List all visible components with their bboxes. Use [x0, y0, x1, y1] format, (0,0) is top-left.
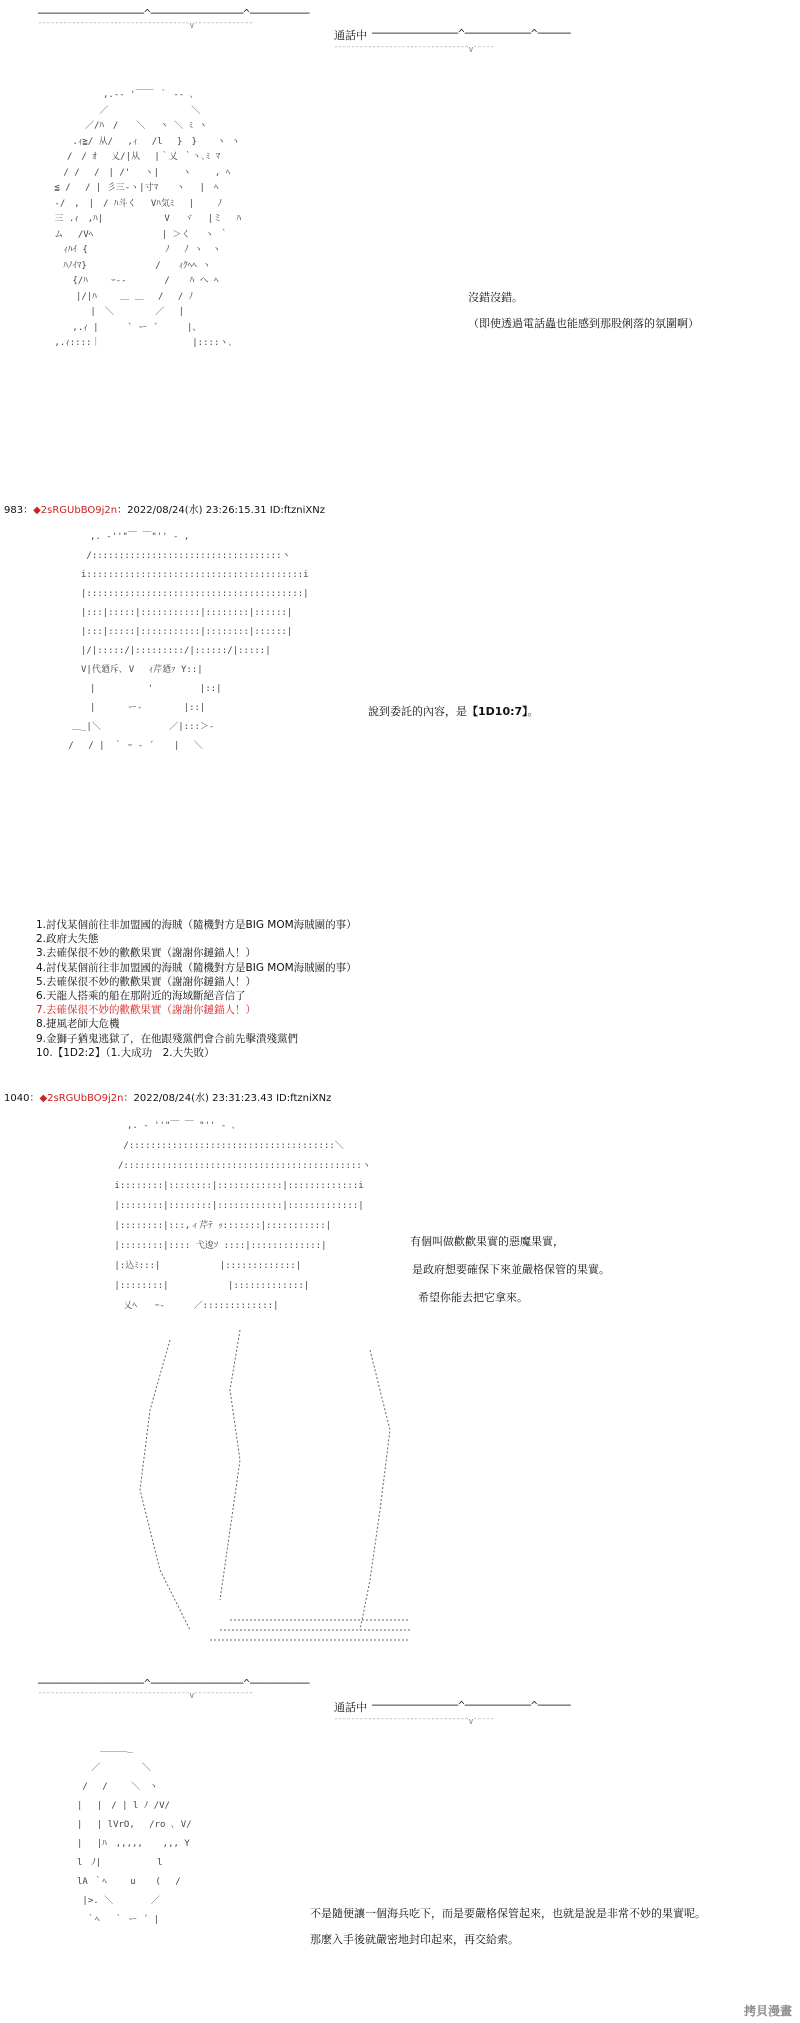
phone-banner-top-line: ────────────────^──────────────^─────────: [38, 1677, 310, 1690]
dialog-line: 希望你能去把它拿來。: [418, 1291, 528, 1304]
dialog-roll-line: [368, 704, 539, 720]
ascii-art-figure-3: ,. ‐ ''"￣ ￣ "'' ‐ ､ /::::::::::::::::::::::::::::::::::::::＼ /::::::::::::::::::::::::::::::::::::::::::::ヽ i::::::::|::::::::|::::::::::::|:::::::::::::i |::::::::|::::::::|::::::::::::|:::::::::::::| |::::::::|:::,ィ芹ﾃ ｯ:::::::|:::::::::::| |::::::::|:::: 弋逡ｿ ::::|:::::::::::::| |:込ﾐ:::| |:::::::::::::| |::::::::| |:::::::::::::| 乂ﾍ ｰ‐ ／:::::::::::::|: [114, 1121, 371, 1311]
phone-banner-right-line: ─────────────^──────────^─────: [372, 1699, 571, 1712]
list-item-selected: 7.去確保很不妙的歡歡果實（謝謝你鏈錨人！）: [36, 1004, 257, 1017]
ascii-art-figure-4: ＿＿＿_ ／ ＼ / / ＼ ヽ | | / | l ﾉ /V/ | | lVrO, /ro ､ V/ | |ﾊ ,,,,, ,,, Y l ﾉ| l lA ｀ﾍ u ( / |>. ＼ ／ ｀ﾍ ｀ ー ´ |: [77, 1744, 192, 1925]
list-item: 3.去確保很不妙的歡歡果實（謝謝你鏈錨人！）: [36, 947, 257, 960]
phone-banner-top-line: ────────────────^──────────────^─────────: [38, 7, 310, 20]
list-item: 5.去確保很不妙的歡歡果實（謝謝你鏈錨人！）: [36, 975, 257, 988]
post-header: [4, 504, 325, 518]
dialog-suffix: 。: [527, 705, 539, 718]
post-header: [4, 1092, 331, 1106]
list-item: 1.討伐某個前往非加盟國的海賊（隨機對方是BIG MOM海賊團的事）: [36, 919, 357, 931]
post-uid: ID:ftzniXNz: [269, 505, 325, 516]
list-item: 6.天龍人搭乘的船在那附近的海域斷絕音信了: [36, 990, 246, 1003]
phone-banner-right-tick: ¨¨¨¨¨¨¨¨¨¨¨¨¨¨¨¨¨¨¨¨¨¨¨¨¨¨¨¨¨¨¨¨V¨¨¨¨¨: [334, 46, 495, 54]
list-item: 2.政府大失態: [36, 933, 99, 946]
post-trip[interactable]: ◆2sRGUbBO9j2n: [39, 1093, 124, 1104]
options-list: [36, 918, 357, 1060]
post-date: ：2022/08/24(水) 23:31:23.43: [123, 1093, 273, 1104]
list-item: 8.捷風老師大危機: [36, 1018, 120, 1031]
post-uid: ID:ftzniXNz: [276, 1093, 332, 1104]
dialog-line: （即使透過電話蟲也能感到那股俐落的氛圍啊）: [468, 317, 699, 330]
ascii-art-figure-3-body: [130, 1330, 420, 1650]
list-item: 4.討伐某個前往非加盟國的海賊（隨機對方是BIG MOM海賊團的事）: [36, 961, 357, 974]
post-number: 1040：: [4, 1093, 40, 1104]
phone-banner-right-tick: ¨¨¨¨¨¨¨¨¨¨¨¨¨¨¨¨¨¨¨¨¨¨¨¨¨¨¨¨¨¨¨¨V¨¨¨¨¨: [334, 1718, 495, 1726]
phone-banner-top-tick: ¨¨¨¨¨¨¨¨¨¨¨¨¨¨¨¨¨¨¨¨¨¨¨¨¨¨¨¨¨¨¨¨¨¨¨¨V¨¨¨¨¨¨¨¨¨¨¨¨¨¨: [38, 1692, 253, 1700]
dialog-line: 是政府想要確保下來並嚴格保管的果實。: [412, 1263, 610, 1276]
watermark: 拷貝漫畫: [743, 2004, 792, 2018]
post-number: 983：: [4, 505, 34, 516]
dialog-line: 不是隨便讓一個海兵吃下，而是要嚴格保管起來，也就是說是非常不妙的果實呢。: [310, 1907, 706, 1920]
phone-banner-right-line: ─────────────^──────────^─────: [372, 27, 571, 40]
call-status-label: 通話中: [334, 29, 367, 42]
phone-banner-top-tick: ¨¨¨¨¨¨¨¨¨¨¨¨¨¨¨¨¨¨¨¨¨¨¨¨¨¨¨¨¨¨¨¨¨¨¨¨V¨¨¨¨¨¨¨¨¨¨¨¨¨¨: [38, 22, 253, 30]
dice-roll-result: 【1D10:7】: [467, 705, 528, 718]
list-item: 9.金獅子猶鬼逃獄了，在他跟殘黨們會合前先擊潰殘黨們: [36, 1032, 299, 1045]
dialog-line: 那麼入手後就嚴密地封印起來，再交給索。: [310, 1933, 519, 1946]
dialog-line: 沒錯沒錯。: [468, 291, 523, 304]
ascii-art-figure-2: ,. ‐''"￣ ￣"'' ‐ , /:::::::::::::::::::::::::::::::::::ヽ i::::::::::::::::::::::::::::::::::::::::i |::::::::::::::::::::::::::::::::::::::::| |:::|:::::|:::::::::::|::::::::|::::::| |:::|:::::|:::::::::::|::::::::|::::::| |/|:::::/|:::::::::/|::::::/|:::::| V|代廼斥､ V ｨ芹廼ｧ Y::| | ' |::| | ー‐ |::| ＿_|＼ ／|:::＞- / / | ｀ ｰ ‐ ´ | ＼: [68, 532, 309, 751]
call-status-label: 通話中: [334, 1701, 367, 1714]
post-date: ：2022/08/24(水) 23:26:15.31: [117, 505, 267, 516]
dialog-prefix: 說到委託的內容，是: [368, 705, 467, 718]
dialog-line: 有個叫做歡歡果實的惡魔果實，: [410, 1235, 564, 1248]
list-item: 10.【1D2:2】（1.大成功 2.大失敗）: [36, 1046, 215, 1059]
post-trip[interactable]: ◆2sRGUbBO9j2n: [33, 505, 118, 516]
ascii-art-figure-1: ,.-‐ '￣￣ ｀ ‐- ､ ／ ＼ ／/ﾊ / ＼ ヽ ＼ ﾐ ヽ .ｨ≧/ 从/ ,ｨ /l } } ヽ ヽ / / ｵ 乂/|从 |｀乂 ｀ヽ､ﾐ ﾏ / / / | /' ヽ| ヽ , ﾍ ≦ / / | 彡三‐ヽ|寸ﾏ ヽ | ﾍ ‐/ , | / ﾊ斗く Vﾊ気ﾐ | ﾉ 三 .ｨ ,ﾊ| V ヾ |ミ ﾊ ム /Vﾍ | ＞く ヽ ｀ ｨﾊｲ { ﾉ ﾉ ヽ ヽ ﾊﾉｲﾏ} / ｨｸﾍﾍ ヽ {/ﾊ ｰ-‐ / ﾊ ヘ ﾍ |/|ﾊ ＿ ＿ / / ﾉ | ＼ ／ | ,.ｨ | ` ー ´ |、 ,.ｨ::::｜ |::::ヽ､: [54, 90, 241, 348]
